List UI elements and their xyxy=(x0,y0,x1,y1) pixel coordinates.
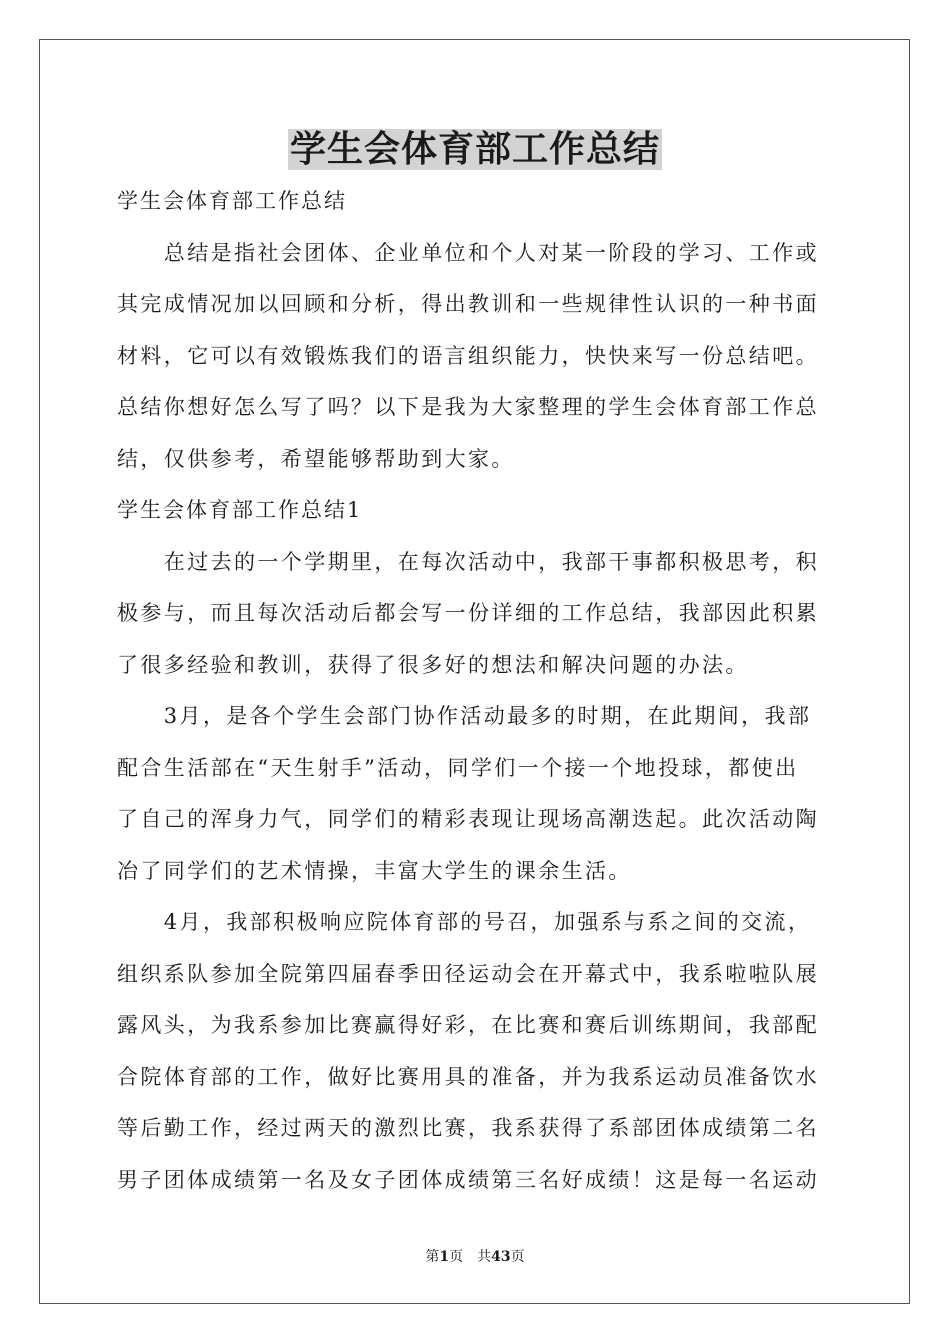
current-page-number: 1 xyxy=(439,1249,450,1265)
total-page-count: 43 xyxy=(491,1249,511,1265)
paragraph-line: 配合生活部在“天生射手”活动，同学们一个接一个地投球，都使出 xyxy=(117,755,799,780)
paragraph-line: 在过去的一个学期里，在每次活动中，我部干事都积极思考，积 xyxy=(117,549,819,574)
paragraph-line: 合院体育部的工作，做好比赛用具的准备，并为我系运动员准备饮水 xyxy=(117,1064,819,1089)
paragraph-line: 4月，我部积极响应院体育部的号召，加强系与系之间的交流， xyxy=(117,910,812,934)
paragraph-line: 总结你想好怎么写了吗？以下是我为大家整理的学生会体育部工作总 xyxy=(117,395,819,419)
total-suffix: 页 xyxy=(510,1249,525,1265)
page-footer xyxy=(0,1248,950,1266)
paragraph-line: 总结是指社会团体、企业单位和个人对某一阶段的学习、工作或 xyxy=(117,240,819,265)
paragraph-line: 组织系队参加全院第四届春季田径运动会在开幕式中，我系啦啦队展 xyxy=(117,961,819,986)
document-title xyxy=(0,126,950,174)
subheading: 学生会体育部工作总结1 xyxy=(117,498,363,522)
paragraph-line: 露风头，为我系参加比赛赢得好彩，在比赛和赛后训练期间，我部配 xyxy=(117,1013,819,1037)
paragraph-line: 了自己的浑身力气，同学们的精彩表现让现场高潮迭起。此次活动陶 xyxy=(117,807,819,831)
paragraph-line: 男子团体成绩第一名及女子团体成绩第三名好成绩！这是每一名运动 xyxy=(117,1167,819,1192)
paragraph-line: 材料，它可以有效锻炼我们的语言组织能力，快快来写一份总结吧。 xyxy=(117,343,819,368)
paragraph-line: 了很多经验和教训，获得了很多好的想法和解决问题的办法。 xyxy=(117,652,749,677)
paragraph-line: 等后勤工作，经过两天的激烈比赛，我系获得了系部团体成绩第二名 xyxy=(117,1116,819,1140)
paragraph-line: 3月，是各个学生会部门协作活动最多的时期，在此期间，我部 xyxy=(117,704,812,728)
paragraph-line: 极参与，而且每次活动后都会写一份详细的工作总结，我部因此积累 xyxy=(117,601,819,625)
document-title-text: 学生会体育部工作总结 xyxy=(289,129,660,170)
paragraph-line: 其完成情况加以回顾和分析，得出教训和一些规律性认识的一种书面 xyxy=(117,292,819,316)
total-prefix: 共 xyxy=(477,1249,492,1265)
subheading: 学生会体育部工作总结 xyxy=(117,189,347,213)
document-body xyxy=(117,176,837,1206)
paragraph-line: 冶了同学们的艺术情操，丰富大学生的课余生活。 xyxy=(117,858,632,883)
page-prefix: 第 xyxy=(425,1249,440,1265)
paragraph-line: 结，仅供参考，希望能够帮助到大家。 xyxy=(117,446,515,471)
page-suffix: 页 xyxy=(449,1249,464,1265)
